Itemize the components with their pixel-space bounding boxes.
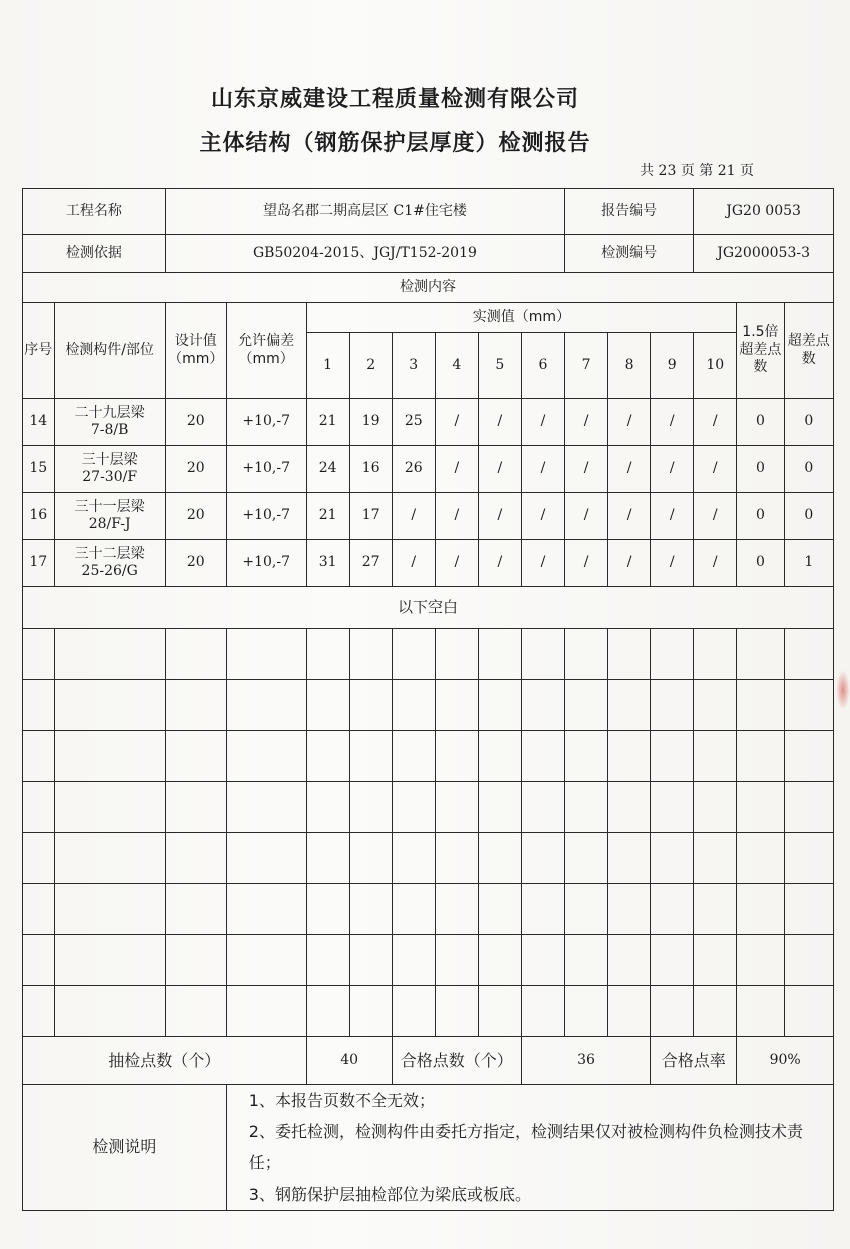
empty-cell [565,629,608,680]
empty-cell [521,629,564,680]
empty-cell [565,884,608,935]
row-measure-9: / [651,493,694,540]
row-measure-10: / [694,540,737,587]
empty-cell [165,986,226,1037]
row-measure-6: / [521,399,564,446]
empty-cell [694,680,737,731]
row-member [54,540,165,587]
blank-note: 以下空白 [23,587,834,629]
member-name: 二十九层梁 [74,404,145,421]
empty-cell [521,680,564,731]
row-over15: 0 [737,399,784,446]
empty-cell [226,884,306,935]
empty-cell [478,782,521,833]
empty-cell [565,680,608,731]
measure-col-3: 3 [392,333,435,399]
empty-cell [478,935,521,986]
empty-cell [435,833,478,884]
row-tolerance: +10,-7 [226,399,306,446]
empty-cell [784,731,833,782]
empty-cell [478,833,521,884]
row-over15: 0 [737,446,784,493]
empty-cell [694,884,737,935]
header-measured: 实测值（mm） [306,303,737,333]
empty-cell [435,986,478,1037]
empty-cell [23,731,55,782]
section-title: 检测内容 [23,273,834,303]
empty-cell [54,680,165,731]
row-measure-1: 31 [306,540,349,587]
empty-cell [226,629,306,680]
row-member [54,493,165,540]
red-stamp-edge [836,670,850,710]
row-measure-3: 26 [392,446,435,493]
empty-cell [306,782,349,833]
row-over15: 0 [737,540,784,587]
empty-cell [565,782,608,833]
row-measure-3: / [392,540,435,587]
empty-cell [608,935,651,986]
empty-cell [608,629,651,680]
sample-count-label: 抽检点数（个） [23,1037,307,1085]
table-row [23,399,834,446]
empty-cell [165,782,226,833]
measure-col-4: 4 [435,333,478,399]
header-tolerance: 允许偏差（mm） [226,303,306,399]
member-name: 三十二层梁 [74,545,145,562]
row-measure-2: 16 [349,446,392,493]
empty-cell [565,833,608,884]
empty-row [23,680,834,731]
empty-cell [737,884,784,935]
row-member [54,399,165,446]
empty-cell [784,833,833,884]
row-tolerance: +10,-7 [226,446,306,493]
note-item-2: 2、委托检测，检测构件由委托方指定，检测结果仅对被检测构件负检测技术责任； [248,1122,803,1173]
empty-cell [694,782,737,833]
row-measure-2: 27 [349,540,392,587]
empty-row [23,731,834,782]
row-seq: 15 [23,446,55,493]
empty-cell [349,833,392,884]
row-measure-2: 17 [349,493,392,540]
empty-cell [349,884,392,935]
empty-cell [784,935,833,986]
member-name: 三十层梁 [81,451,138,468]
project-label: 工程名称 [23,189,166,235]
row-measure-7: / [565,493,608,540]
row-measure-6: / [521,446,564,493]
header-over15: 1.5倍超差点数 [737,303,784,399]
empty-cell [521,935,564,986]
empty-cell [608,731,651,782]
project-value: 望岛名郡二期高层区 C1#住宅楼 [165,189,564,235]
measure-col-10: 10 [694,333,737,399]
empty-cell [694,986,737,1037]
row-measure-10: / [694,446,737,493]
empty-cell [435,884,478,935]
empty-cell [349,986,392,1037]
member-location: 7-8/B [90,422,129,438]
pass-count-value: 36 [521,1037,650,1085]
row-measure-7: / [565,446,608,493]
empty-cell [226,986,306,1037]
empty-cell [608,680,651,731]
empty-cell [521,884,564,935]
empty-cell [651,884,694,935]
empty-cell [521,731,564,782]
measure-col-6: 6 [521,333,564,399]
empty-cell [392,986,435,1037]
measure-col-5: 5 [478,333,521,399]
row-seq: 17 [23,540,55,587]
empty-cell [521,986,564,1037]
empty-cell [306,884,349,935]
empty-cell [54,935,165,986]
member-location: 25-26/G [81,563,138,579]
row-measure-10: / [694,399,737,446]
empty-cell [608,884,651,935]
report-title: 主体结构（钢筋保护层厚度）检测报告 [199,130,591,156]
header-member: 检测构件/部位 [54,303,165,399]
test-no-label: 检测编号 [565,235,694,273]
row-over: 1 [784,540,833,587]
report-no-label: 报告编号 [565,189,694,235]
measure-col-7: 7 [565,333,608,399]
row-measure-2: 19 [349,399,392,446]
empty-row [23,884,834,935]
row-measure-8: / [608,493,651,540]
empty-cell [392,629,435,680]
header-seq: 序号 [23,303,55,399]
empty-row [23,986,834,1037]
empty-cell [23,935,55,986]
empty-cell [23,833,55,884]
empty-cell [694,833,737,884]
empty-cell [651,629,694,680]
note-item-3: 3、钢筋保护层抽检部位为梁底或板底。 [248,1184,531,1204]
header-design: 设计值（mm） [165,303,226,399]
empty-cell [478,731,521,782]
empty-cell [651,986,694,1037]
member-location: 28/F-J [88,516,131,532]
row-over: 0 [784,399,833,446]
row-measure-5: / [478,540,521,587]
empty-cell [349,731,392,782]
empty-cell [651,935,694,986]
table-row [23,446,834,493]
empty-cell [565,986,608,1037]
empty-cell [651,731,694,782]
row-measure-5: / [478,446,521,493]
row-measure-4: / [435,540,478,587]
empty-cell [226,833,306,884]
empty-cell [784,986,833,1037]
empty-cell [478,986,521,1037]
empty-cell [226,731,306,782]
empty-cell [608,986,651,1037]
row-measure-8: / [608,399,651,446]
empty-cell [737,833,784,884]
empty-cell [306,833,349,884]
empty-cell [737,782,784,833]
empty-cell [23,884,55,935]
row-measure-1: 24 [306,446,349,493]
empty-row [23,935,834,986]
empty-row [23,782,834,833]
row-over: 0 [784,493,833,540]
report-no-value: JG20 0053 [694,189,834,235]
notes-content [226,1085,833,1211]
empty-cell [651,782,694,833]
report-table [22,188,834,1211]
basis-value: GB50204-2015、JGJ/T152-2019 [165,235,564,273]
member-name: 三十一层梁 [74,498,145,515]
sample-count-value: 40 [306,1037,392,1085]
empty-cell [392,680,435,731]
member-location: 27-30/F [82,469,138,485]
row-measure-4: / [435,446,478,493]
empty-cell [54,731,165,782]
empty-cell [23,986,55,1037]
row-tolerance: +10,-7 [226,540,306,587]
empty-cell [694,935,737,986]
row-measure-7: / [565,540,608,587]
empty-cell [435,680,478,731]
empty-cell [784,629,833,680]
empty-cell [349,935,392,986]
row-measure-8: / [608,540,651,587]
page-info: 共 23 页 第 21 页 [640,163,754,179]
measure-col-9: 9 [651,333,694,399]
empty-cell [694,731,737,782]
empty-cell [784,782,833,833]
empty-cell [737,629,784,680]
empty-cell [306,629,349,680]
empty-cell [392,935,435,986]
empty-cell [651,833,694,884]
empty-cell [54,629,165,680]
empty-cell [54,833,165,884]
row-seq: 16 [23,493,55,540]
empty-cell [306,986,349,1037]
row-seq: 14 [23,399,55,446]
empty-cell [349,629,392,680]
empty-cell [737,680,784,731]
company-name: 山东京威建设工程质量检测有限公司 [210,86,579,112]
empty-cell [392,884,435,935]
row-measure-5: / [478,493,521,540]
row-measure-4: / [435,493,478,540]
empty-cell [521,782,564,833]
empty-cell [392,782,435,833]
row-measure-7: / [565,399,608,446]
empty-cell [165,680,226,731]
empty-cell [165,935,226,986]
row-measure-9: / [651,399,694,446]
note-item-1: 1、本报告页数不全无效； [248,1091,435,1110]
empty-cell [23,782,55,833]
data-rows [23,399,834,587]
row-tolerance: +10,-7 [226,493,306,540]
row-measure-9: / [651,540,694,587]
empty-cell [435,731,478,782]
empty-cell [54,782,165,833]
empty-cell [565,731,608,782]
row-design: 20 [165,493,226,540]
row-measure-1: 21 [306,493,349,540]
empty-cell [23,680,55,731]
row-member [54,446,165,493]
empty-cell [349,680,392,731]
row-measure-4: / [435,399,478,446]
empty-cell [651,680,694,731]
empty-cell [392,731,435,782]
row-measure-5: / [478,399,521,446]
measure-col-2: 2 [349,333,392,399]
empty-cell [306,680,349,731]
table-row [23,540,834,587]
empty-cell [23,629,55,680]
notes-label: 检测说明 [23,1085,227,1211]
empty-row [23,629,834,680]
empty-grid [23,629,834,1037]
row-measure-8: / [608,446,651,493]
empty-cell [737,731,784,782]
empty-cell [784,884,833,935]
header-over: 超差点数 [784,303,833,399]
row-design: 20 [165,540,226,587]
row-measure-6: / [521,540,564,587]
measure-col-8: 8 [608,333,651,399]
row-measure-6: / [521,493,564,540]
empty-cell [306,935,349,986]
empty-cell [306,731,349,782]
empty-cell [435,935,478,986]
row-design: 20 [165,399,226,446]
empty-cell [165,731,226,782]
empty-cell [478,884,521,935]
empty-cell [565,935,608,986]
empty-cell [478,629,521,680]
empty-cell [165,629,226,680]
row-measure-9: / [651,446,694,493]
row-over: 0 [784,446,833,493]
empty-cell [608,782,651,833]
empty-cell [737,935,784,986]
empty-cell [608,833,651,884]
empty-cell [478,680,521,731]
table-row [23,493,834,540]
row-measure-10: / [694,493,737,540]
empty-cell [784,680,833,731]
empty-cell [349,782,392,833]
row-over15: 0 [737,493,784,540]
basis-label: 检测依据 [23,235,166,273]
empty-cell [392,833,435,884]
empty-cell [226,680,306,731]
empty-cell [737,986,784,1037]
empty-cell [165,884,226,935]
empty-cell [54,986,165,1037]
empty-cell [521,833,564,884]
pass-count-label: 合格点数（个） [392,1037,521,1085]
row-measure-3: / [392,493,435,540]
pass-rate-label: 合格点率 [651,1037,737,1085]
test-no-value: JG2000053-3 [694,235,834,273]
measure-col-1: 1 [306,333,349,399]
empty-cell [435,629,478,680]
empty-cell [226,935,306,986]
empty-cell [226,782,306,833]
empty-cell [54,884,165,935]
empty-cell [435,782,478,833]
row-design: 20 [165,446,226,493]
empty-cell [694,629,737,680]
row-measure-3: 25 [392,399,435,446]
row-measure-1: 21 [306,399,349,446]
empty-cell [165,833,226,884]
empty-row [23,833,834,884]
pass-rate-value: 90% [737,1037,834,1085]
